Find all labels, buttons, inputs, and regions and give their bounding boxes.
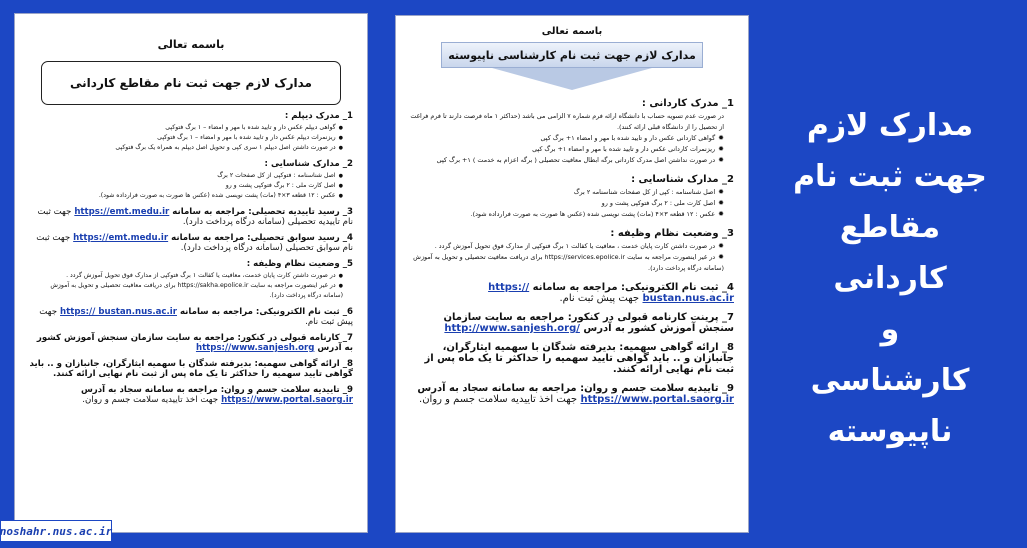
mid-basmala: باسمه تعالی [541,26,603,37]
section-line: ✹ ریزنمرات کاردانی عکس دار و تایید شده با مهر و امضاء ۱+ برگ کپی [410,144,734,155]
section-link-note: جهت اخذ تاییدیه سلامت جسم و روان. [82,395,219,405]
section-line: ✹ اصل کارت ملی : ۲ برگ فتوکپی پشت و رو [410,198,734,209]
section [29,259,353,301]
caption-line: و [880,312,900,347]
section [410,98,734,166]
section-title-text: 4_ رسید سوابق تحصیلی: مراجعه به سامانه [171,233,353,243]
section-line: در صورت عدم تسویه حساب با دانشگاه ارائه فرم شماره ۷ الزامی می باشد (حداکثر ۱ ماه فرصت دارند تا فرم فراغت از تحصیل را از دانشگاه قبلی ارائه کنند). [410,112,724,131]
section [29,207,353,227]
section-title-text: 2_ مدارک شناسایی : [631,174,734,185]
caption [770,100,1010,457]
section-title [410,342,734,375]
section-title-text: 3_ رسید تاییدیه تحصیلی: مراجعه به سامانه [172,207,353,217]
section-title [29,259,353,269]
caption-line: کارشناسی ناپیوسته [810,363,970,449]
section [410,282,734,304]
section-title [29,359,353,379]
section-line: ✹ در صورت داشتن کارت پایان خدمت ، معافیت یا کفالت ۱ برگ فتوکپی از مدارک فوق تحویل آموزش گردد . [410,241,734,252]
section [29,307,353,327]
section-title-text: 7_ پرینت کارنامه قبولی در کنکور: مراجعه به سایت سازمان سنجش آموزش کشور به آدرس [443,312,734,334]
section-link[interactable]: https://emt.medu.ir [74,207,170,217]
footer-site-link[interactable]: noshahr.nus.ac.ir [0,520,112,542]
section-link[interactable]: https://www.sanjesh.org [195,343,315,353]
middle-document [396,16,748,532]
left-sections [29,111,353,405]
section-line: ● عکس : ۱۲ قطعه ۳×۴ (مات) پشت نویسی شده (عکس ها صورت به صورت فرارداده شود). [29,191,353,201]
section [410,383,734,405]
section-line: ● اصل شناسنامه : فتوکپی از کل صفحات ۲ برگ [29,171,353,181]
section-title [29,111,353,121]
section [29,385,353,405]
section-link-note: جهت ثبت نام سوابق تحصیلی (سامانه درگاه پرداخت دارد). [36,233,353,253]
section-title [410,228,734,239]
caption-line: مقاطع [839,210,941,245]
section-link[interactable]: https://www.portal.saorg.ir [580,394,734,405]
section-title [410,174,734,185]
section [410,174,734,220]
section [29,233,353,253]
section-link[interactable]: https:// bustan.nus.ac.ir [60,307,177,317]
mid-sections [410,98,734,405]
caption-line: کاردانی [833,261,947,296]
section-link[interactable]: http://www.sanjesh.org/ [444,323,580,334]
section-title-text: 7_ کارنامه قبولی در کنکور: مراجعه به سایت سازمان سنجش آموزش کشور به آدرس [36,333,353,353]
section-title-text: 1_ مدرک دیپلم : [284,111,353,121]
section-title [29,307,353,327]
section-title [410,383,734,405]
section-line: ✹ گواهی کاردانی عکس دار و تایید شده با مهر و امضاء ۱+ برگ کپی [410,133,734,144]
section-link-note: جهت پیش ثبت نام. [559,293,640,304]
left-basmala: باسمه تعالی [157,38,225,51]
section [29,333,353,353]
section-line: ● ریزنمرات دیپلم عکس دار و تایید شده با مهر و امضاء – ۱ برگ فتوکپی [29,133,353,143]
left-document [15,14,367,532]
section-link-note: جهت اخذ تاییدیه سلامت جسم و روان. [419,394,577,405]
section-line: ✹ اصل شناسنامه : کپی از کل صفحات شناسنامه ۲ برگ [410,187,734,198]
section [29,111,353,153]
section-title [29,159,353,169]
section-title-text: 6_ ثبت نام الکترونیکی: مراجعه به سامانه [179,307,353,317]
section-link[interactable]: https:// bustan.nus.ac.ir [488,282,734,304]
section-line: ● در صورت داشتن کارت پایان خدمت، معافیت یا کفالت ۱ برگ فتوکپی از مدارک فوق تحویل آموزش گردد . [29,271,353,281]
section-title [29,385,353,405]
section-title [29,233,353,253]
section-title [410,98,734,109]
section-line: ✹ عکس : ۱۲ قطعه ۳×۴ (مات) پشت نویسی شده (عکس ها صورت به صورت فرارداده شود). [410,209,734,220]
section-line: ✹ در صورت نداشتن اصل مدرک کاردانی برگه ابطال معافیت تحصیلی ( برگه اعزام به خدمت ) ۱+ برگ کپی [410,155,734,166]
section-line: ● در صورت داشتن اصل دیپلم ۱ سری کپی و تحویل اصل دیپلم به همراه یک برگ فتوکپی [29,143,353,153]
section-title-text: 8_ ارائه گواهی سهمیه: بدیرفته شدگان با سهمیه ایثارگران، جانبازان و .. باید گواهی تایید سهمیه را حداکثر تا یک ماه پس از ثبت نام نهایی ارائه کنند. [29,359,353,379]
section-link-note: جهت ثبت نام تاییدیه تحصیلی (سامانه درگاه پرداخت دارد). [37,207,353,227]
caption-line: جهت ثبت نام [793,159,987,194]
left-title-box: مدارک لازم جهت ثبت نام مقاطع کاردانی [41,61,341,105]
section [410,342,734,375]
section-title-text: 1_ مدرک کاردانی : [641,98,734,109]
section-line: ● در غیر اینصورت مراجعه به سایت https://sakha.epolice.ir برای دریافت معافیت تحصیلی و تحویل به آموزش (سامانه درگاه پرداخت دارد). [29,281,353,301]
caption-line: مدارک لازم [806,108,974,143]
section-title-text: 5_ وضعیت نظام وظیفه : [246,259,353,269]
section-title [410,282,734,304]
mid-title-banner: مدارک لازم جهت ثبت نام کارشناسی ناپیوسته [441,42,703,68]
section [410,228,734,274]
section-line: ● گواهی دیپلم عکس دار و تایید شده با مهر و امضاء – ۱ برگ فتوکپی [29,123,353,133]
section-title-text: 4_ ثبت نام الکترونیکی: مراجعه به سامانه [532,282,734,293]
section-title-text: 8_ ارائه گواهی سهمیه: بدیرفته شدگان با سهمیه ایثارگران، جانبازان و .. باید گواهی تایید سهمیه را حداکثر تا یک ماه پس از ثبت نام نهایی ارائه کنند. [424,342,734,375]
section-line: ✹ در غیر اینصورت مراجعه به سایت https://services.epolice.ir برای دریافت معافیت تحصیلی و تحویل به آموزش (سامانه درگاه پرداخت دارد). [410,252,734,274]
section-link[interactable]: https://emt.medu.ir [73,233,169,243]
section-link[interactable]: https://www.portal.saorg.ir [221,395,353,405]
banner-arrow [492,68,652,90]
section-title [29,333,353,353]
section-link-note: جهت پیش ثبت نام. [39,307,353,327]
section [29,159,353,201]
section-title-text: 3_ وضعیت نظام وظیفه : [610,228,734,239]
section [29,359,353,379]
section-title-text: 9_ تاییدیه سلامت جسم و روان: مراجعه به سامانه سجاد به آدرس [417,383,734,394]
section-title [410,312,734,334]
section-line: ● اصل کارت ملی : ۲ برگ فتوکپی پشت و رو [29,181,353,191]
section-title-text: 9_ تاییدیه سلامت جسم و روان: مراجعه به سامانه سجاد به آدرس [80,385,353,395]
section [410,312,734,334]
section-title [29,207,353,227]
section-title-text: 2_ مدارک شناسایی : [264,159,353,169]
